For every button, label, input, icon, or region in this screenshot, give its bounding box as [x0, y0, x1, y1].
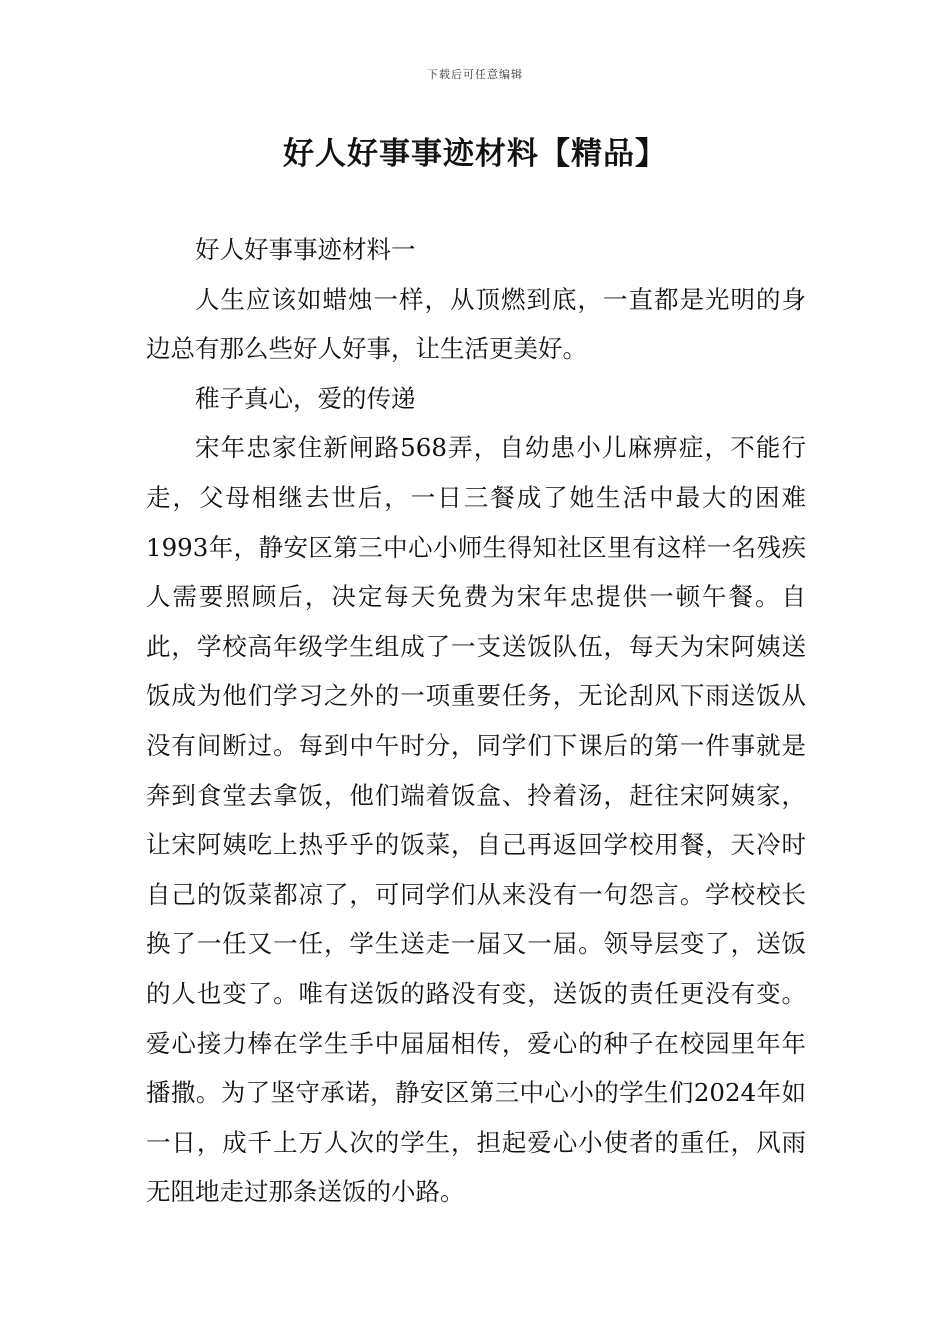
body-paragraph: 人生应该如蜡烛一样，从顶燃到底，一直都是光明的身边总有那么些好人好事，让生活更美好。 — [146, 284, 806, 364]
header-note: 下载后可任意编辑 — [427, 68, 523, 81]
section-subheading: 稚子真心，爱的传递 — [195, 383, 416, 413]
section-heading: 好人好事事迹材料一 — [195, 235, 416, 264]
document-body — [146, 225, 806, 1217]
body-paragraph: 宋年忠家住新闸路568弄，自幼患小儿麻痹症，不能行走，父母相继去世后，一日三餐成了她生活中最大的困难1993年，静安区第三中心小师生得知社区里有这样一名残疾人需要照顾后，决定每天免费为宋年忠提供一顿午餐。自此，学校高年级学生组成了一支送饭队伍，每天为宋阿姨送饭成为他们学习之外的一项重要任务，无论刮风下雨送饭从没有间断过。每到中午时分，同学们下课后的第一件事就是奔到食堂去拿饭，他们端着饭盒、拎着汤，赶往宋阿姨家，让宋阿姨吃上热乎乎的饭菜，自己再返回学校用餐，天冷时自己的饭菜都凉了，可同学们从来没有一句怨言。学校校长换了一任又一任，学生送走一届又一届。领导层变了，送饭的人也变了。唯有送饭的路没有变，送饭的责任更没有变。爱心接力棒在学生手中届届相传，爱心的种子在校园里年年播撒。为了坚守承诺，静安区第三中心小的学生们2024年如一日，成千上万人次的学生，担起爱心小使者的重任，风雨无阻地走过那条送饭的小路。 — [146, 433, 806, 1207]
document-title: 好人好事事迹材料【精品】 — [283, 136, 667, 172]
